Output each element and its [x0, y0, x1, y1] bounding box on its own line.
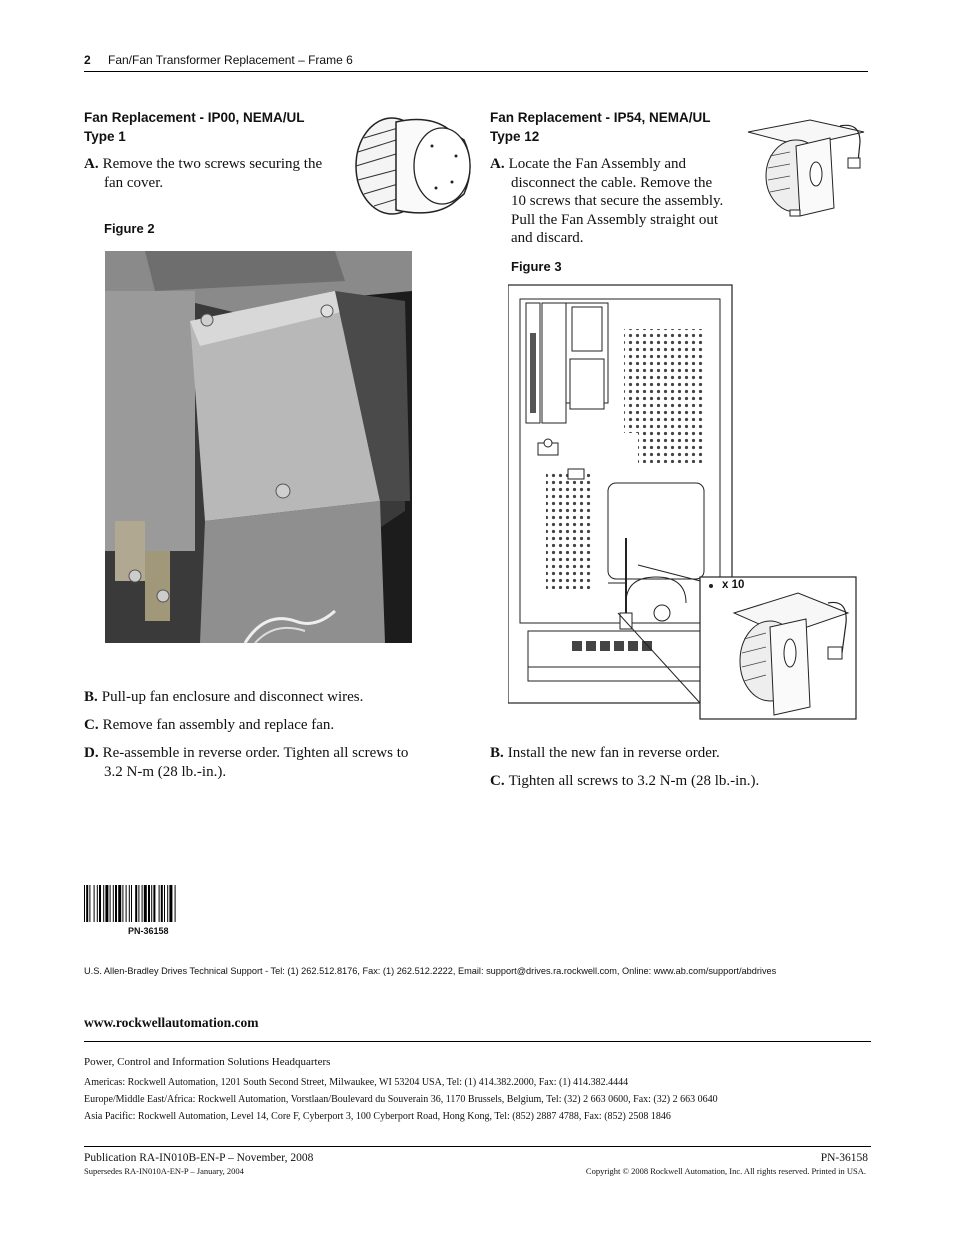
- step-letter: C.: [490, 773, 505, 789]
- barcode-bar: [86, 885, 88, 922]
- barcode-bar: [164, 885, 165, 922]
- barcode-label: PN-36158: [128, 926, 169, 936]
- header-rule: [84, 71, 868, 72]
- barcode-bar: [151, 885, 152, 922]
- copyright: Copyright © 2008 Rockwell Automation, Inc. All rights reserved. Printed in USA.: [585, 1166, 866, 1176]
- step-letter: D.: [84, 745, 99, 761]
- barcode-bar: [99, 885, 101, 922]
- publication-number: Publication RA-IN010B-EN-P – November, 2008: [84, 1152, 314, 1164]
- left-step-d: [84, 744, 444, 781]
- address-asia: Asia Pacific: Rockwell Automation, Level 14, Core F, Cyberport 3, 100 Cyberport Road, Hong Kong, Tel: (852) 2887 4788, Fax: (852) 2508 1846: [84, 1111, 671, 1122]
- step-text: Install the new fan in reverse order.: [507, 745, 720, 761]
- barcode-bar: [167, 885, 168, 922]
- barcode-bar: [89, 885, 90, 922]
- barcode-bar: [103, 885, 104, 922]
- supersedes-note: Supersedes RA-IN010A-EN-P – January, 2004: [84, 1166, 244, 1176]
- step-letter: B.: [490, 745, 504, 761]
- fan-assembly-illustration: [740, 112, 868, 222]
- barcode-bar: [153, 885, 155, 922]
- barcode-bar: [138, 885, 139, 922]
- barcode-bar: [126, 885, 127, 922]
- left-step-a: [84, 155, 344, 192]
- footer-rule-bottom: [84, 1146, 871, 1147]
- figure-3-diagram: [508, 283, 860, 723]
- right-title-line2: Type 12: [490, 129, 540, 144]
- barcode-bar: [142, 885, 143, 922]
- hq-addresses: [84, 1074, 718, 1125]
- page-number: 2: [84, 53, 91, 67]
- barcode: [84, 885, 219, 922]
- barcode-bar: [118, 885, 121, 922]
- step-text-cont: 10 screws that secure the assembly.: [511, 193, 724, 209]
- left-section-title: [84, 108, 305, 146]
- step-text-cont: and discard.: [511, 230, 584, 246]
- step-text: Tighten all screws to 3.2 N-m (28 lb.-in.).: [508, 773, 760, 789]
- step-letter: A.: [490, 156, 505, 172]
- barcode-bar: [84, 885, 85, 922]
- right-step-b: [490, 744, 720, 763]
- hq-title: Power, Control and Information Solutions Headquarters: [84, 1056, 331, 1068]
- footer-rule-top: [84, 1041, 871, 1042]
- right-step-c: [490, 772, 759, 791]
- address-europe: Europe/Middle East/Africa: Rockwell Automation, Vorstlaan/Boulevard du Souverain 36, 1170 Brussels, Belgium, Tel: (32) 2 663 0600, Fax: (32) 2 663 0640: [84, 1094, 718, 1105]
- step-text-cont: 3.2 N-m (28 lb.-in.).: [104, 763, 227, 780]
- barcode-bar: [113, 885, 114, 922]
- step-letter: A.: [84, 156, 99, 172]
- barcode-bar: [131, 885, 132, 922]
- step-text-cont: Pull the Fan Assembly straight out: [511, 211, 719, 228]
- address-americas: Americas: Rockwell Automation, 1201 South Second Street, Milwaukee, WI 53204 USA, Tel: (1) 414.382.2000, Fax: (1) 414.382.4444: [84, 1077, 629, 1088]
- barcode-bar: [161, 885, 163, 922]
- right-title-line1: Fan Replacement - IP54, NEMA/UL: [490, 110, 711, 125]
- barcode-bar: [169, 885, 172, 922]
- barcode-bar: [110, 885, 111, 922]
- radial-fan-illustration: [352, 112, 480, 220]
- barcode-bar: [94, 885, 95, 922]
- step-text: Remove the two screws securing the: [102, 156, 323, 172]
- step-letter: C.: [84, 717, 99, 733]
- step-text: Locate the Fan Assembly and: [508, 156, 687, 172]
- barcode-bar: [129, 885, 130, 922]
- step-letter: B.: [84, 689, 98, 705]
- left-step-c: [84, 716, 334, 735]
- left-step-b: [84, 688, 363, 707]
- barcode-bar: [148, 885, 150, 922]
- barcode-bar: [135, 885, 137, 922]
- barcode-bar: [159, 885, 160, 922]
- right-section-title: [490, 108, 711, 146]
- left-title-line2: Type 1: [84, 129, 126, 144]
- barcode-bar: [175, 885, 176, 922]
- barcode-bar: [115, 885, 117, 922]
- barcode-bar: [144, 885, 147, 922]
- figure-2-photo: [105, 251, 412, 643]
- figure-2-label: Figure 2: [104, 221, 155, 236]
- callout-count-label: x 10: [722, 579, 745, 591]
- barcode-bar: [122, 885, 123, 922]
- step-text: Pull-up fan enclosure and disconnect wires.: [101, 689, 364, 705]
- barcode-bar: [97, 885, 98, 922]
- right-step-a: [490, 155, 740, 248]
- support-line: U.S. Allen-Bradley Drives Technical Support - Tel: (1) 262.512.8176, Fax: (1) 262.512.2222, Email: support@drives.ra.rockwell.com, Online: www.ab.com/support/abdrives: [84, 966, 777, 976]
- step-text-cont: fan cover.: [104, 174, 164, 191]
- running-header-title: Fan/Fan Transformer Replacement – Frame 6: [108, 53, 353, 67]
- step-text-cont: disconnect the cable. Remove the: [511, 174, 713, 191]
- step-text: Remove fan assembly and replace fan.: [102, 717, 335, 733]
- figure-3-label: Figure 3: [511, 259, 562, 274]
- barcode-bar: [105, 885, 108, 922]
- left-title-line1: Fan Replacement - IP00, NEMA/UL: [84, 110, 305, 125]
- step-text: Re-assemble in reverse order. Tighten all screws to: [102, 745, 409, 761]
- footer-pn: PN-36158: [820, 1152, 868, 1164]
- website-link[interactable]: www.rockwellautomation.com: [84, 1015, 259, 1030]
